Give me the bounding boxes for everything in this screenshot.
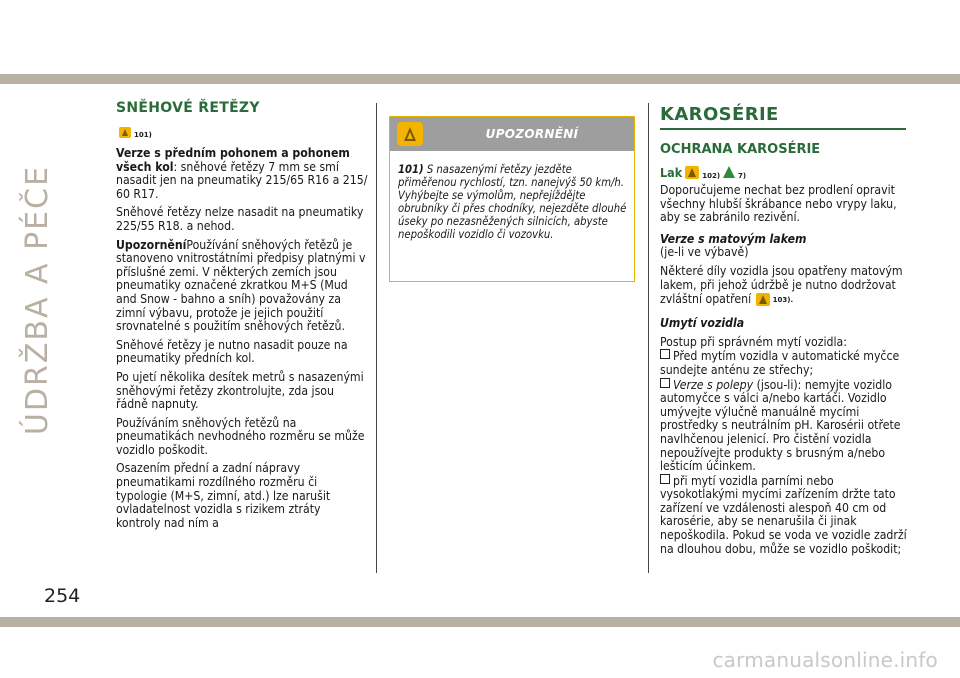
paint-label: Lak (660, 165, 683, 180)
paragraph-tyre-limit: Sněhové řetězy nelze nasadit na pneumatiky 225/55 R18. a nehod. (116, 205, 364, 233)
bullet-steam-text: při mytí vozidla parními nebo vysokotlakými mycími zařízením držte tato zařízení ve vzdálenosti alespoň 40 cm od karosérie, aby se nenarušila či jinak nepoškodila. Pokud se voda ve vozidle zadrží na dlouhou dobu, může se vozidlo poškodit; (660, 473, 907, 556)
watermark: carmanualsonline.info (712, 648, 938, 672)
column-divider (648, 103, 649, 573)
warning-hand-icon (684, 165, 700, 180)
text-matt-paint: Některé díly vozidla jsou opatřeny matovým lakem, při jehož údržbě je nutno dodržovat zvláštní opatření (660, 263, 903, 307)
section-title-snow-chains: SNĚHOVÉ ŘETĚZY (116, 100, 260, 116)
bottom-color-bar (0, 617, 960, 627)
column-divider (376, 103, 377, 573)
checkbox-bullet-icon (660, 349, 670, 359)
title-underline (660, 128, 906, 130)
subtitle-bodywork-protection: OCHRANA KAROSÉRIE (660, 142, 821, 157)
warning-text-body: S nasazenými řetězy jezděte přiměřenou rychlostí, tzn. nanejvýš 50 km/h. Vyhýbejte se výmolům, nepřejíždějte obrubníky či přes chodníky, nejezděte dlouhé úseky po nezasněžených silnicích, abyste nepoškodili vozidlo či vozovku. (398, 163, 627, 241)
warning-header (390, 117, 634, 151)
warning-title: UPOZORNĚNÍ (485, 127, 579, 141)
paragraph-notice (116, 239, 368, 334)
paragraph-wrong-size: Používáním sněhových řetězů na pneumatikách nevhodného rozměru se může vozidlo poškodit. (116, 415, 365, 457)
paragraph-wash-intro: Postup při správném mytí vozidla: (660, 334, 847, 349)
column-bodywork (660, 100, 908, 561)
checkbox-bullet-icon (660, 474, 670, 484)
chapter-side-title: ÚDRŽBA A PÉČE (20, 164, 55, 436)
paint-ref-env: 7) (738, 172, 747, 180)
wash-title-text: Umytí vozidla (660, 316, 745, 331)
warning-text (398, 163, 630, 241)
bullet-steam (660, 474, 908, 557)
section-title-bodywork: KAROSÉRIE (660, 104, 779, 125)
warning-text-ref: 101) (398, 163, 424, 176)
paragraph-drive-versions (116, 147, 368, 201)
page-number: 254 (44, 585, 81, 607)
warning-hand-icon (755, 292, 771, 307)
paragraph-front-wheels: Sněhové řetězy je nutno nasadit pouze na pneumatiky předních kol. (116, 337, 348, 366)
paragraph-check-tension: Po ujetí několika desítek metrů s nasazenými sněhovými řetězy zkontrolujte, zda jsou řádně napnuty. (116, 369, 364, 412)
paragraph-matt-paint (660, 265, 908, 307)
bullet-antenna-text: Před mytím vozidla v automatické myčce sundejte anténu ze střechy; (660, 349, 900, 377)
text-drive-versions: : sněhové řetězy 7 mm se smí nasadit jen na pneumatiky 215/65 R16 a 215/ 60 R17. (116, 159, 368, 201)
matt-paint-title-text: Verze s matovým lakem (660, 231, 807, 246)
top-color-bar (0, 74, 960, 84)
paragraph-axle-mismatch: Osazením přední a zadní nápravy pneumatikami rozdílného rozměru či typologie (M+S, zimní, atd.) lze narušit ovladatelnost vozidla s rizikem ztráty kontroly nad ním a (116, 461, 331, 530)
text-notice: Používání sněhových řetězů je stanoveno vnitrostátními předpisy platnými v příslušné zemi. V některých zemích jsou pneumatiky označené zkratkou M+S (Mud and Snow - bahno a sníh) považovány za zimní výbavu, protože je jejich použití srovnatelné s použitím sněhových řetězů. (116, 237, 366, 334)
warning-hand-icon (118, 126, 132, 139)
bullet-decals-text: (jsou-li): nemyjte vozidlo automyčce s válci a/nebo kartáči. Vozidlo umývejte výlučně manuálně mycími prostředky s neutrálním pH. Karosérii otřete navlhčenou jelenicí. Pro čistění vozidla nepoužívejte produkty s brusným a/nebo lešticím účinkem. (660, 377, 901, 474)
paragraph-scratches: Doporučujeme nechat bez prodlení opravit všechny hlubší škrábance nebo vrypy laku, aby se zabránilo rezivění. (660, 183, 897, 225)
bullet-antenna (660, 349, 908, 377)
paint-heading (660, 165, 908, 180)
top-margin (0, 0, 960, 74)
bold-lead-drive: Verze s předním pohonem a pohonem všech kol (116, 146, 350, 174)
environment-leaf-icon (722, 165, 736, 180)
matt-paint-ref: 103). (772, 295, 794, 304)
matt-paint-note: (je-li ve výbavě) (660, 245, 749, 260)
bold-lead-notice: Upozornění (116, 237, 187, 252)
matt-paint-title (660, 233, 908, 247)
warning-box (389, 116, 635, 282)
checkbox-bullet-icon (660, 378, 670, 388)
bullet-decals (660, 378, 908, 474)
paint-ref-warning: 102) (702, 172, 721, 180)
bullet-decals-italic: Verze s polepy (673, 377, 754, 392)
wash-title (660, 317, 908, 331)
warning-ref-number: 101) (134, 131, 152, 139)
column-snow-chains (116, 100, 368, 535)
warning-reference (118, 122, 368, 141)
